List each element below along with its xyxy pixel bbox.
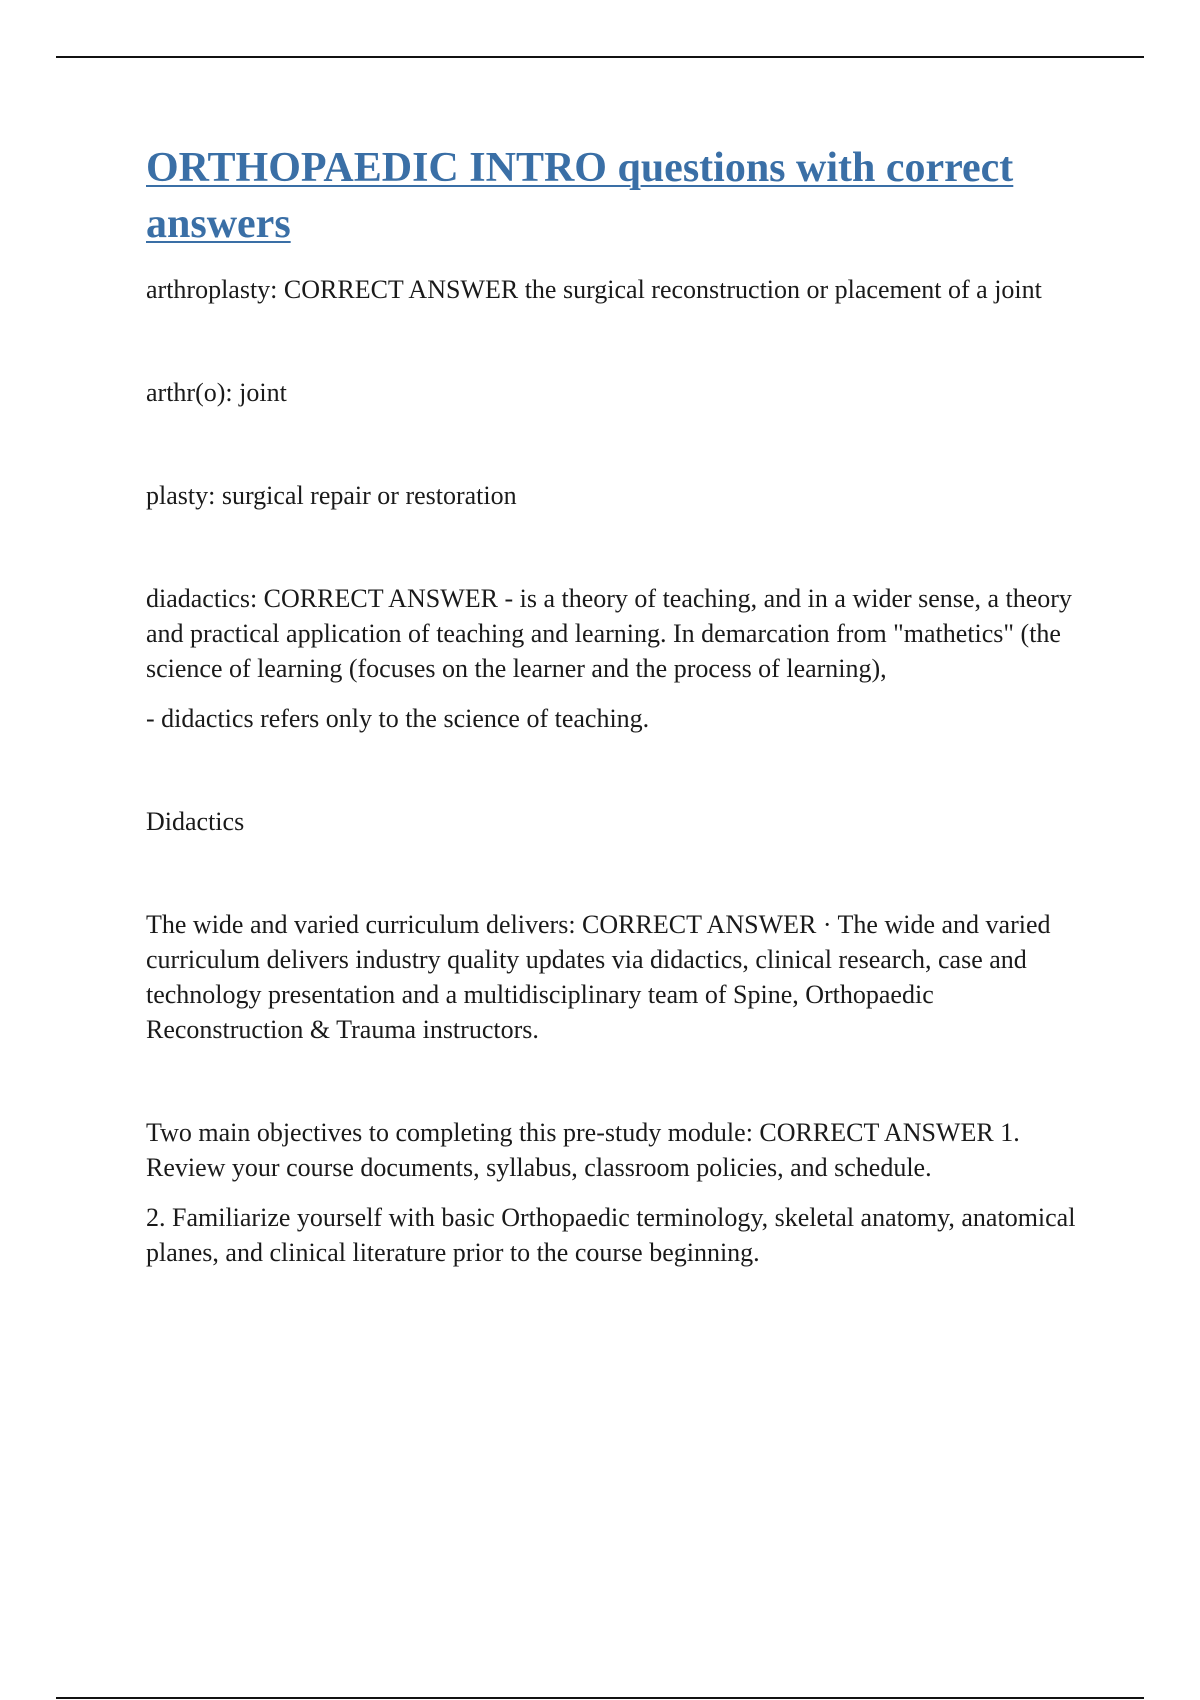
paragraph-objective-two: 2. Familiarize yourself with basic Orthopaedic terminology, skeletal anatomy, anatomical planes, and clinical literature prior to the course beginning.	[146, 1203, 1076, 1267]
paragraph-didactics-heading: Didactics	[146, 807, 245, 836]
paragraph-didactics-note: - didactics refers only to the science of teaching.	[146, 704, 650, 733]
footer-rule	[56, 1697, 1144, 1699]
header-rule	[56, 56, 1144, 58]
paragraph-curriculum: The wide and varied curriculum delivers: CORRECT ANSWER · The wide and varied curriculum delivers industry quality updates via didactics, clinical research, case and technology presentation and a multidisciplinary team of Spine, Orthopaedic Reconstruction & Trauma instructors.	[146, 910, 1051, 1044]
document-body	[146, 140, 1086, 1270]
paragraph-arthro: arthr(o): joint	[146, 378, 287, 407]
document-title-link[interactable]: ORTHOPAEDIC INTRO questions with correct answers	[146, 145, 1014, 247]
paragraph-arthroplasty: arthroplasty: CORRECT ANSWER the surgical reconstruction or placement of a joint	[146, 275, 1042, 304]
paragraph-diadactics: diadactics: CORRECT ANSWER - is a theory of teaching, and in a wider sense, a theory and practical application of teaching and learning. In demarcation from "mathetics" (the science of learning (focuses on the learner and the process of learning),	[146, 584, 1072, 683]
paragraph-objectives: Two main objectives to completing this pre-study module: CORRECT ANSWER 1. Review your course documents, syllabus, classroom policies, and schedule.	[146, 1118, 1020, 1182]
paragraph-plasty: plasty: surgical repair or restoration	[146, 481, 517, 510]
